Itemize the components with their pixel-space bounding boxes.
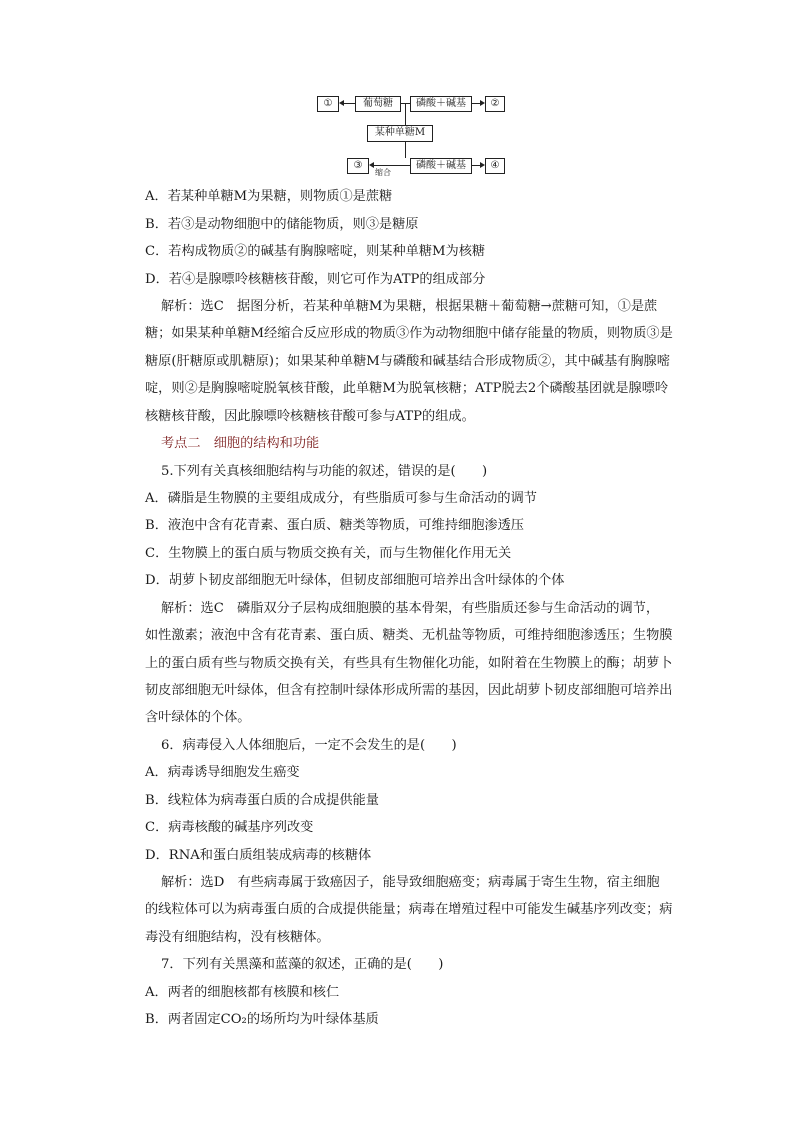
option-d: D．RNA和蛋白质组装成病毒的核糖体	[145, 848, 372, 863]
option-d: D．若④是腺嘌呤核糖核苷酸，则它可作为ATP的组成部分	[145, 272, 486, 287]
diagram-box-2: ②	[485, 96, 505, 112]
analysis-line: 啶，则②是胸腺嘧啶脱氧核苷酸，此单糖M为脱氧核糖；ATP脱去2个磷酸基团就是腺嘌呤	[145, 381, 669, 396]
option-a: A．病毒诱导细胞发生癌变	[145, 765, 300, 780]
option-c: C．生物膜上的蛋白质与物质交换有关，而与生物催化作用无关	[145, 546, 512, 561]
option-b: B．若③是动物细胞中的储能物质，则③是糖原	[145, 217, 419, 232]
diagram-box-glucose: 葡萄糖	[355, 96, 401, 112]
analysis-line: 上的蛋白质有些与物质交换有关，有些具有生物催化功能，如附着在生物膜上的酶；胡萝卜	[145, 656, 673, 671]
question-7: 7．下列有关黑藻和蓝藻的叙述，正确的是( )	[161, 957, 444, 972]
analysis-line: 解析：选D 有些病毒属于致癌因子，能导致细胞癌变；病毒属于寄生生物，宿主细胞	[161, 875, 660, 890]
question-6: 6．病毒侵入人体细胞后，一定不会发生的是( )	[161, 738, 457, 753]
question-5: 5.下列有关真核细胞结构与功能的叙述，错误的是( )	[161, 464, 488, 479]
diagram-box-4: ④	[485, 158, 505, 174]
analysis-line: 糖原(肝糖原或肌糖原)；如果某种单糖M与磷酸和碱基结合形成物质②，其中碱基有胸腺嘧	[145, 354, 670, 369]
option-a: A．磷脂是生物膜的主要组成成分，有些脂质可参与生命活动的调节	[145, 491, 537, 506]
option-c: C．病毒核酸的碱基序列改变	[145, 820, 314, 835]
section-heading: 考点二 细胞的结构和功能	[161, 436, 320, 451]
diagram-box-phosphate-base-top: 磷酸＋碱基	[410, 96, 472, 112]
option-b: B．两者固定CO₂的场所均为叶绿体基质	[145, 1012, 379, 1027]
analysis-line: 毒没有细胞结构，没有核糖体。	[145, 930, 330, 945]
analysis-line: 解析：选C 磷脂双分子层构成细胞膜的基本骨架，有些脂质还参与生命活动的调节，	[161, 601, 660, 616]
option-a: A．两者的细胞核都有核膜和核仁	[145, 985, 340, 1000]
option-a: A．若某种单糖M为果糖，则物质①是蔗糖	[145, 189, 393, 204]
analysis-line: 韧皮部细胞无叶绿体，但含有控制叶绿体形成所需的基因，因此胡萝卜韧皮部细胞可培养出	[145, 683, 673, 698]
diagram-box-3: ③	[347, 158, 369, 174]
condensation-label: 缩合	[375, 168, 391, 177]
analysis-line: 含叶绿体的个体。	[145, 710, 251, 725]
sugar-diagram	[315, 92, 505, 176]
option-d: D．胡萝卜韧皮部细胞无叶绿体，但韧皮部细胞可培养出含叶绿体的个体	[145, 573, 565, 588]
diagram-box-1: ①	[317, 96, 339, 112]
option-b: B．液泡中含有花青素、蛋白质、糖类等物质，可维持细胞渗透压	[145, 518, 524, 533]
diagram-box-monosaccharide-m: 某种单糖M	[367, 125, 433, 142]
diagram-box-phosphate-base-bottom: 磷酸＋碱基	[410, 158, 472, 174]
option-b: B．线粒体为病毒蛋白质的合成提供能量	[145, 793, 379, 808]
analysis-line: 糖；如果某种单糖M经缩合反应形成的物质③作为动物细胞中储存能量的物质，则物质③是	[145, 326, 673, 341]
analysis-line: 的线粒体可以为病毒蛋白质的合成提供能量；病毒在增殖过程中可能发生碱基序列改变；病	[145, 902, 673, 917]
analysis-line: 核糖核苷酸，因此腺嘌呤核糖核苷酸可参与ATP的组成。	[145, 409, 475, 424]
analysis-line: 如性激素；液泡中含有花青素、蛋白质、糖类、无机盐等物质，可维持细胞渗透压；生物膜	[145, 628, 673, 643]
option-c: C．若构成物质②的碱基有胸腺嘧啶，则某种单糖M为核糖	[145, 244, 486, 259]
analysis-line: 解析：选C 据图分析，若某种单糖M为果糖，根据果糖＋葡萄糖→蔗糖可知，①是蔗	[161, 299, 658, 314]
